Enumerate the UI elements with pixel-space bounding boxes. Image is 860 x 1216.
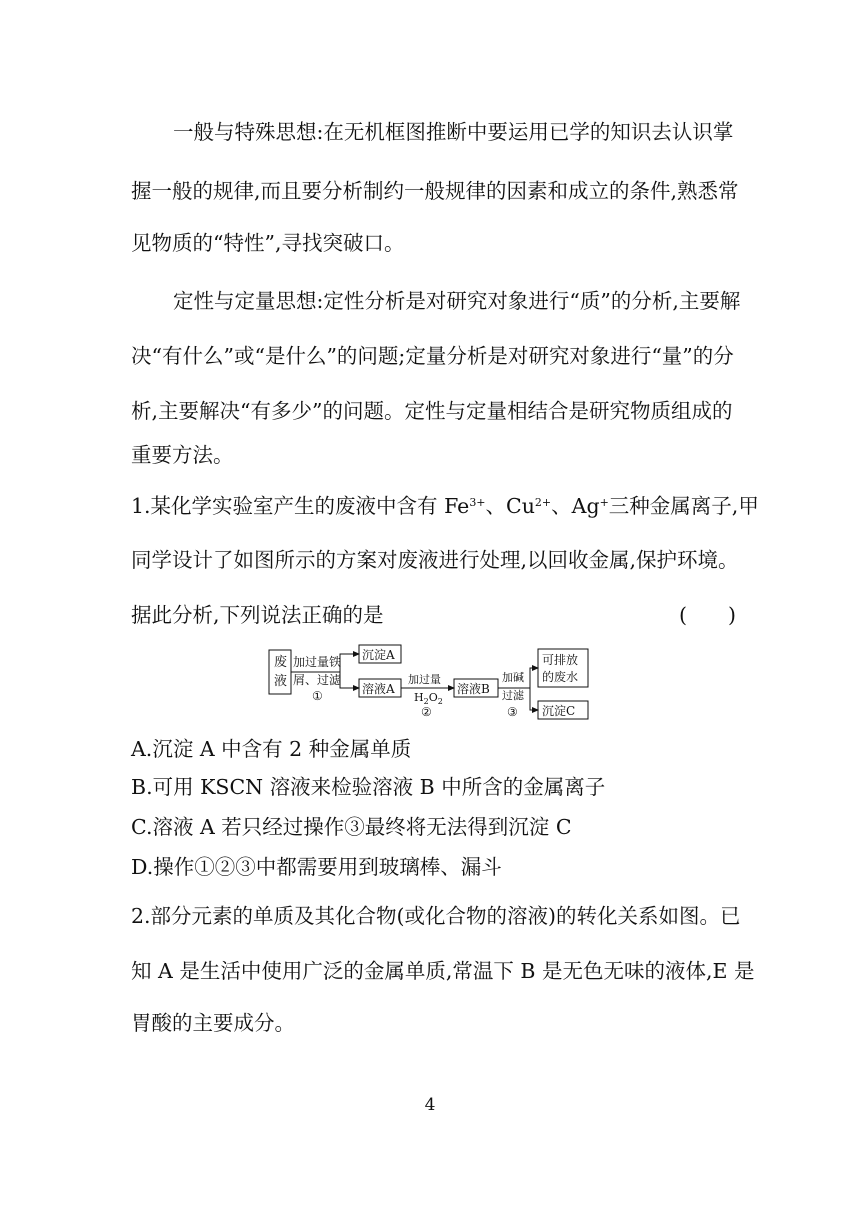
answer-parentheses: ( ): [679, 603, 736, 627]
text-line: 握一般的规律,而且要分析制约一般规律的因素和成立的条件,熟悉常: [131, 179, 739, 203]
option-a: A.沉淀 A 中含有 2 种金属单质: [131, 737, 412, 761]
question-2-stem-line: 2.部分元素的单质及其化合物(或化合物的溶液)的转化关系如图。已: [131, 904, 741, 928]
step1-number: ①: [312, 689, 323, 703]
text-line: 重要方法。: [131, 443, 234, 467]
text-run: 1.某化学实验室产生的废液中含有 Fe: [131, 494, 470, 518]
option-d: D.操作①②③中都需要用到玻璃棒、漏斗: [131, 855, 502, 879]
step3-reagent-label: 加碱: [502, 671, 524, 684]
step2-formula: [414, 691, 443, 706]
step3-number: ③: [507, 705, 518, 719]
precipitate-a-label: 沉淀A: [362, 648, 395, 662]
question-2-stem-line: 知 A 是生活中使用广泛的金属单质,常温下 B 是无色无味的液体,E 是: [131, 959, 755, 983]
waste-water-label-2: 的废水: [542, 670, 579, 684]
step1-operation-label: 屑、过滤: [293, 673, 342, 687]
cu-ion-charge: 2+: [534, 496, 552, 509]
step3-operation-label: 过滤: [502, 689, 524, 702]
formula-o: O: [428, 691, 438, 704]
waste-label-2: 液: [274, 674, 288, 689]
text-line: 见物质的“特性”,寻找突破口。: [131, 231, 405, 255]
fe-ion-charge: 3+: [469, 496, 486, 509]
page-number: 4: [424, 1095, 436, 1115]
waste-water-label-1: 可排放: [542, 653, 579, 667]
solution-b-label: 溶液B: [457, 682, 490, 696]
question-2-stem-line: 胃酸的主要成分。: [131, 1011, 295, 1035]
formula-h: H: [414, 691, 424, 704]
text-run: 、Cu: [485, 494, 535, 518]
step2-number: ②: [421, 705, 432, 719]
ag-ion-charge: +: [599, 496, 609, 509]
arrow-to-solution-a: [340, 672, 359, 688]
option-b: B.可用 KSCN 溶液来检验溶液 B 中所含的金属离子: [131, 775, 606, 799]
step2-reagent-label: 加过量: [408, 673, 441, 686]
formula-subscript: 2: [437, 697, 443, 706]
question-1-stem-line: 据此分析,下列说法正确的是: [131, 603, 384, 627]
formula-subscript: 2: [423, 697, 429, 706]
question-1-stem-line: 同学设计了如图所示的方案对废液进行处理,以回收金属,保护环境。: [131, 548, 739, 572]
text-run: 三种金属离子,甲: [608, 494, 759, 518]
step1-reagent-label: 加过量铁: [293, 655, 342, 669]
text-line: 一般与特殊思想:在无机框图推断中要运用已学的知识去认识掌: [173, 120, 734, 144]
precipitate-c-label: 沉淀C: [542, 704, 576, 718]
text-run: 、Ag: [551, 494, 600, 518]
text-line: 析,主要解决“有多少”的问题。定性与定量相结合是研究物质组成的: [131, 399, 733, 423]
arrow-to-precipitate-c: [530, 688, 538, 710]
text-line: 决“有什么”或“是什么”的问题;定量分析是对研究对象进行“量”的分: [131, 344, 734, 368]
solution-a-label: 溶液A: [362, 682, 395, 696]
question-1-stem-line: [131, 494, 759, 518]
waste-label-1: 废: [274, 655, 288, 670]
option-c: C.溶液 A 若只经过操作③最终将无法得到沉淀 C: [131, 815, 572, 839]
text-line: 定性与定量思想:定性分析是对研究对象进行“质”的分析,主要解: [173, 289, 741, 313]
waste-treatment-flowchart: [268, 644, 598, 724]
